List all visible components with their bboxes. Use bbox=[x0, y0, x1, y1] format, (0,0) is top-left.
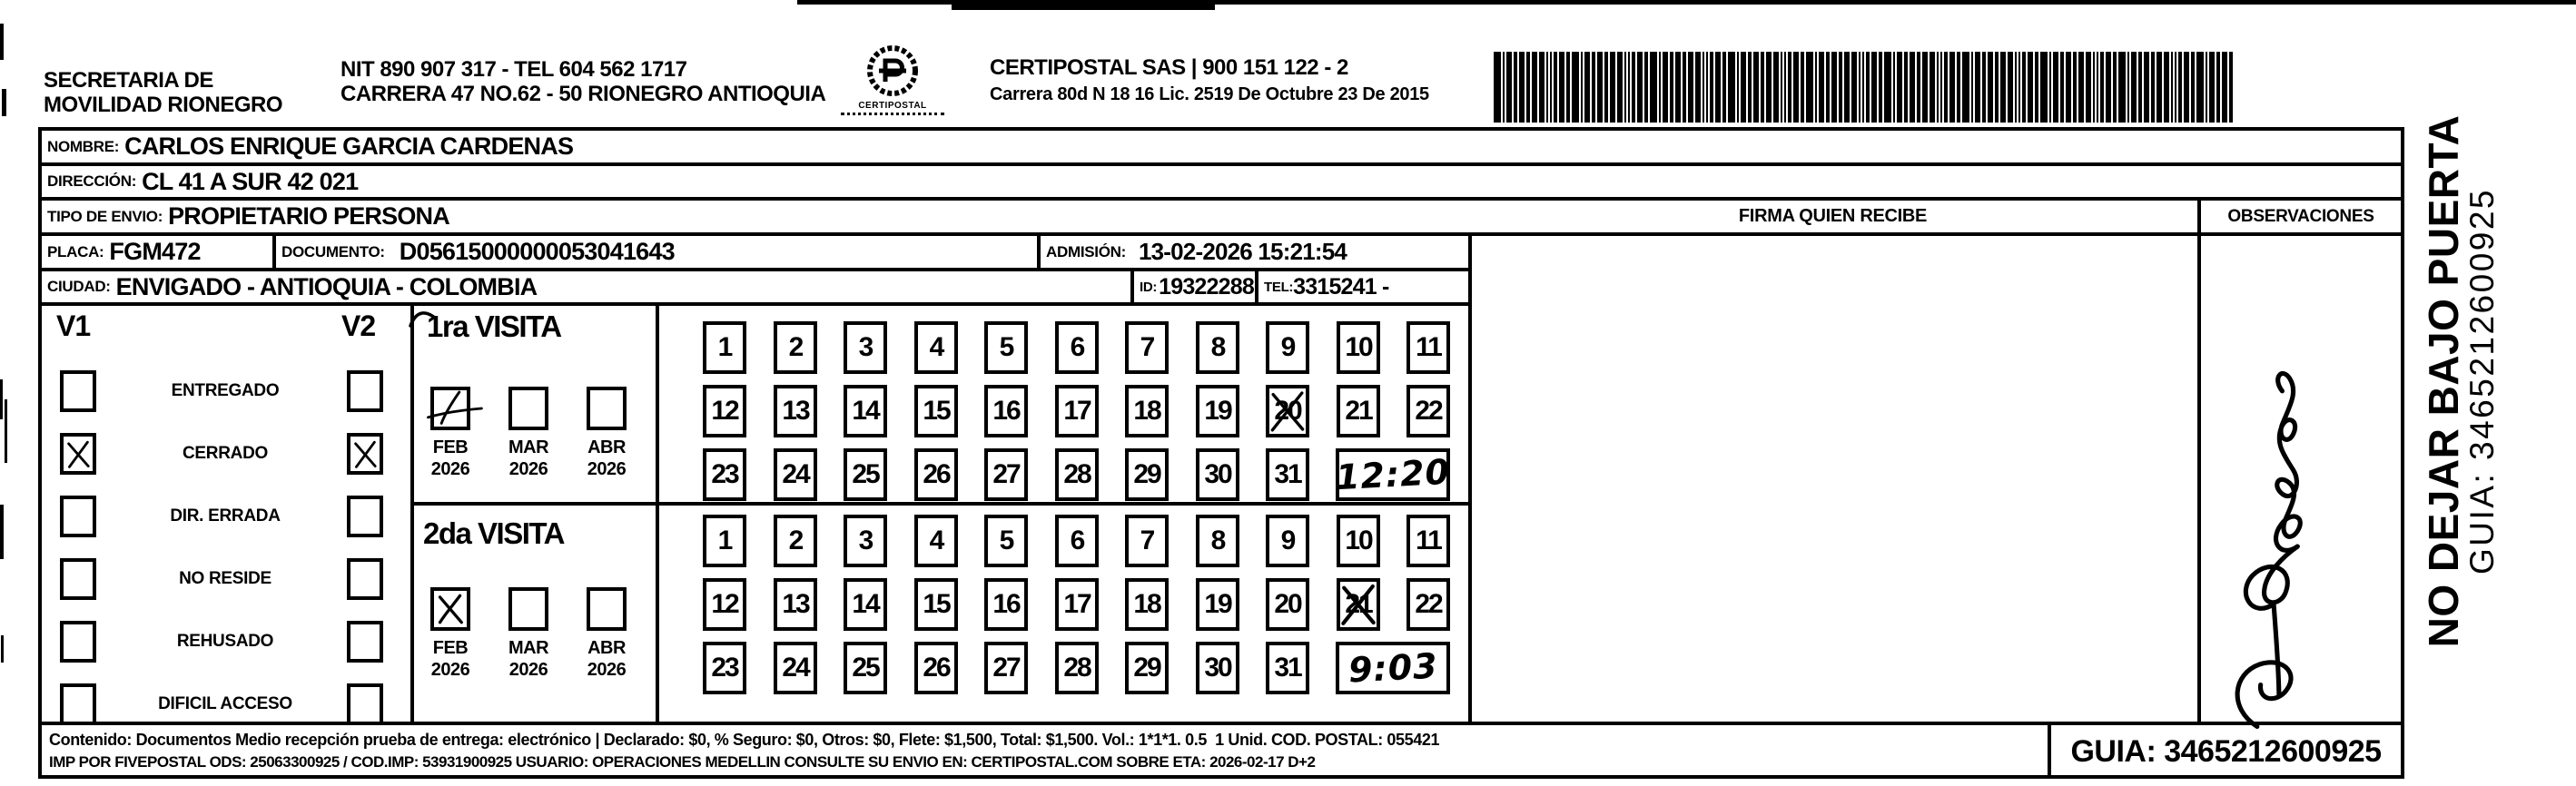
barcode-bar bbox=[1917, 52, 1920, 123]
month-label: ABR bbox=[587, 437, 626, 457]
scan-artifact bbox=[0, 505, 4, 559]
field-documento bbox=[276, 236, 1041, 271]
tel-value: 3315241 - bbox=[1293, 273, 1389, 300]
admision-value: 13-02-2026 15:21:54 bbox=[1138, 238, 1347, 265]
barcode-bar bbox=[1604, 52, 1608, 123]
barcode-bar bbox=[1788, 52, 1791, 123]
barcode-bar bbox=[2131, 52, 2137, 123]
status-label: CERRADO bbox=[183, 444, 268, 463]
barcode-bar bbox=[1844, 52, 1850, 123]
day-cell-21: 21 bbox=[1337, 578, 1380, 631]
field-nombre bbox=[42, 131, 2401, 166]
barcode-bar bbox=[2184, 52, 2189, 123]
company-line1: CERTIPOSTAL SAS | 900 151 122 - 2 bbox=[990, 55, 1348, 80]
barcode-bar bbox=[1550, 52, 1552, 123]
status-checkbox-v1 bbox=[60, 496, 96, 537]
day-cell-27: 27 bbox=[984, 448, 1028, 501]
barcode-bar bbox=[1879, 52, 1882, 123]
barcode-bar bbox=[2028, 52, 2033, 123]
day-cell-26: 26 bbox=[914, 642, 958, 694]
logo-caption: CERTIPOSTAL bbox=[858, 101, 927, 111]
day-cell-18: 18 bbox=[1125, 578, 1169, 631]
day-cell-28: 28 bbox=[1055, 642, 1099, 694]
documento-label: DOCUMENTO: bbox=[281, 242, 385, 260]
barcode-bar bbox=[1839, 52, 1842, 123]
address-line: CARRERA 47 NO.62 - 50 RIONEGRO ANTIOQUIA bbox=[341, 81, 826, 106]
barcode-bar bbox=[1632, 52, 1635, 123]
barcode-bar bbox=[1644, 52, 1648, 123]
content-line: Contenido: Documentos Medio recepción prueba de entrega: electrónico | Declarado: $0, % Seguro: $0, Otros: $0, Flete: $1,500, Total: $1,500. Vol.: 1*1*1. 0.5 1 Unid. COD. POSTAL: 055421 bbox=[49, 731, 1440, 749]
month-label: FEB bbox=[432, 638, 469, 658]
barcode-bar bbox=[2000, 52, 2006, 123]
day-cell-31: 31 bbox=[1266, 448, 1309, 501]
barcode-bar bbox=[1862, 52, 1864, 123]
id-label: ID: bbox=[1140, 279, 1158, 295]
day-cell-29: 29 bbox=[1125, 448, 1169, 501]
scan-artifact-top-line bbox=[952, 0, 1215, 10]
status-checkbox-v1 bbox=[60, 621, 96, 663]
barcode-bar bbox=[2053, 52, 2058, 123]
barcode-bar bbox=[2209, 52, 2215, 123]
day-cell-23: 23 bbox=[703, 642, 746, 694]
year-label: 2026 bbox=[587, 660, 627, 680]
barcode-bar bbox=[1628, 52, 1630, 123]
certipostal-logo-icon bbox=[863, 44, 923, 100]
field-ciudad bbox=[42, 271, 1134, 306]
month-label: FEB bbox=[432, 437, 469, 457]
barcode-bar bbox=[1526, 52, 1530, 123]
barcode-bar bbox=[1995, 52, 1999, 123]
barcode-bar bbox=[2191, 52, 2195, 123]
barcode-bar bbox=[1904, 52, 1908, 123]
barcode-bar bbox=[2066, 52, 2071, 123]
barcode-bar bbox=[1581, 52, 1583, 123]
scan-artifact bbox=[1, 635, 4, 663]
day-cell-11: 11 bbox=[1406, 321, 1450, 374]
barcode-bar bbox=[1710, 52, 1713, 123]
barcode-bar bbox=[1937, 52, 1939, 123]
day-cell-16: 16 bbox=[984, 578, 1028, 631]
handwritten-x-mark bbox=[350, 437, 380, 471]
day-cell-3: 3 bbox=[844, 321, 887, 374]
observaciones-header: OBSERVACIONES bbox=[2197, 201, 2401, 236]
barcode-bar bbox=[1871, 52, 1877, 123]
barcode-bar bbox=[1584, 52, 1590, 123]
month-label: MAR bbox=[508, 638, 549, 658]
day-cell-15: 15 bbox=[914, 578, 958, 631]
barcode-bar bbox=[1737, 52, 1739, 123]
barcode-bar bbox=[1715, 52, 1721, 123]
day-cell-21: 21 bbox=[1337, 385, 1380, 437]
barcode-bar bbox=[1962, 52, 1969, 123]
barcode-bar bbox=[1957, 52, 1960, 123]
direccion-value: CL 41 A SUR 42 021 bbox=[142, 167, 359, 195]
barcode-bar bbox=[1703, 52, 1704, 123]
day-cell-24: 24 bbox=[774, 642, 817, 694]
day-cell-12: 12 bbox=[703, 385, 746, 437]
scan-artifact bbox=[5, 399, 7, 463]
day-cell-10: 10 bbox=[1337, 515, 1380, 567]
nombre-value: CARLOS ENRIQUE GARCIA CARDENAS bbox=[124, 133, 574, 160]
barcode-bar bbox=[1683, 52, 1686, 123]
tipo-envio-value: PROPIETARIO PERSONA bbox=[168, 202, 449, 230]
barcode-bar bbox=[1988, 52, 1993, 123]
barcode-bar bbox=[2157, 52, 2162, 123]
ciudad-value: ENVIGADO - ANTIOQUIA - COLOMBIA bbox=[115, 272, 538, 300]
direccion-label: DIRECCIÓN: bbox=[47, 172, 137, 190]
barcode-bar bbox=[2216, 52, 2220, 123]
barcode-bar bbox=[1784, 52, 1786, 123]
day-cell-1: 1 bbox=[703, 515, 746, 567]
day-cell-2: 2 bbox=[774, 321, 817, 374]
day-cell-3: 3 bbox=[844, 515, 887, 567]
barcode-bar bbox=[2035, 52, 2038, 123]
barcode-bar bbox=[1670, 52, 1673, 123]
barcode-bar bbox=[2164, 52, 2169, 123]
barcode-bar bbox=[1514, 52, 1517, 123]
month-checkbox-mar bbox=[508, 387, 548, 430]
day-cell-8: 8 bbox=[1196, 321, 1239, 374]
day-cell-18: 18 bbox=[1125, 385, 1169, 437]
status-checkbox-v1 bbox=[60, 370, 96, 412]
placa-value: FGM472 bbox=[109, 238, 201, 265]
sender-line2: MOVILIDAD RIONEGRO bbox=[44, 92, 283, 117]
month-label: ABR bbox=[587, 638, 626, 658]
day-cell-12: 12 bbox=[703, 578, 746, 631]
day-cell-15: 15 bbox=[914, 385, 958, 437]
barcode-bar bbox=[2196, 52, 2204, 123]
logo-underline bbox=[841, 113, 944, 115]
footer-fineprint bbox=[42, 725, 2048, 779]
firma-area bbox=[1468, 236, 2197, 722]
field-placa bbox=[42, 236, 276, 271]
barcode-bar bbox=[2097, 52, 2098, 123]
day-cell-27: 27 bbox=[984, 642, 1028, 694]
visit-divider-line bbox=[414, 502, 1468, 506]
barcode-bar bbox=[1801, 52, 1804, 123]
day-cell-31: 31 bbox=[1266, 642, 1309, 694]
status-checkbox-v2 bbox=[347, 621, 383, 663]
side-rotated-text bbox=[2422, 82, 2540, 681]
barcode-bar bbox=[1706, 52, 1708, 123]
barcode-bar bbox=[1975, 52, 1980, 123]
visit2-title: 2da VISITA bbox=[423, 516, 564, 550]
barcode-bar bbox=[2178, 52, 2182, 123]
barcode-bar bbox=[2073, 52, 2077, 123]
barcode-bar bbox=[1826, 52, 1830, 123]
status-label: NO RESIDE bbox=[179, 569, 271, 588]
day-cell-9: 9 bbox=[1266, 321, 1309, 374]
barcode-bar bbox=[1695, 52, 1701, 123]
status-checkbox-v1 bbox=[60, 558, 96, 600]
id-value: 19322288 bbox=[1159, 273, 1254, 300]
day-cell-5: 5 bbox=[984, 321, 1028, 374]
barcode-bar bbox=[1893, 52, 1895, 123]
shipment-barcode bbox=[1494, 52, 2238, 123]
scan-artifact bbox=[2, 89, 6, 116]
sender-line1: SECRETARIA DE bbox=[44, 68, 213, 93]
barcode-bar bbox=[2106, 52, 2111, 123]
year-label: 2026 bbox=[430, 660, 470, 680]
barcode-bar bbox=[2144, 52, 2149, 123]
barcode-bar bbox=[1572, 52, 1579, 123]
admision-label: ADMISIÓN: bbox=[1046, 242, 1126, 260]
month-checkbox-abr bbox=[587, 587, 627, 631]
barcode-bar bbox=[1815, 52, 1817, 123]
barcode-bar bbox=[1566, 52, 1570, 123]
barcode-bar bbox=[2222, 52, 2227, 123]
barcode-bar bbox=[1982, 52, 1986, 123]
handwritten-x-mark bbox=[1340, 582, 1377, 627]
nombre-label: NOMBRE: bbox=[47, 137, 120, 155]
no-dejar-bajo-puerta-text: NO DEJAR BAJO PUERTA bbox=[2420, 114, 2467, 648]
status-checkbox-v2 bbox=[347, 433, 383, 475]
barcode-bar bbox=[1851, 52, 1857, 123]
barcode-bar bbox=[1766, 52, 1772, 123]
day-cell-30: 30 bbox=[1196, 448, 1239, 501]
day-cell-29: 29 bbox=[1125, 642, 1169, 694]
ciudad-label: CIUDAD: bbox=[47, 278, 111, 295]
barcode-bar bbox=[2022, 52, 2026, 123]
day-cell-25: 25 bbox=[844, 642, 887, 694]
month-checkbox-feb bbox=[430, 387, 470, 430]
year-label: 2026 bbox=[508, 459, 548, 479]
barcode-bar bbox=[1663, 52, 1668, 123]
time-written: 12:20 bbox=[1334, 451, 1452, 498]
month-checkbox-mar bbox=[508, 587, 548, 631]
barcode-bar bbox=[1650, 52, 1657, 123]
barcode-bar bbox=[2018, 52, 2020, 123]
day-cell-13: 13 bbox=[774, 385, 817, 437]
day-cell-20: 20 bbox=[1266, 385, 1309, 437]
barcode-bar bbox=[2113, 52, 2117, 123]
day-cell-11: 11 bbox=[1406, 515, 1450, 567]
barcode-bar bbox=[1637, 52, 1643, 123]
day-cell-17: 17 bbox=[1055, 385, 1099, 437]
barcode-bar bbox=[1773, 52, 1779, 123]
barcode-bar bbox=[1494, 52, 1501, 123]
day-cell-23: 23 bbox=[703, 448, 746, 501]
side-guia-number: GUIA: 3465212600925 bbox=[2463, 187, 2502, 575]
barcode-bar bbox=[1554, 52, 1557, 123]
field-direccion bbox=[42, 166, 2401, 201]
status-checkbox-v2 bbox=[347, 370, 383, 412]
barcode-bar bbox=[2049, 52, 2051, 123]
field-admision bbox=[1041, 236, 1468, 271]
day-cell-2: 2 bbox=[774, 515, 817, 567]
barcode-bar bbox=[1597, 52, 1603, 123]
barcode-bar bbox=[1617, 52, 1623, 123]
barcode-bar bbox=[1944, 52, 1948, 123]
tipo-envio-label: TIPO DE ENVIO: bbox=[47, 207, 163, 225]
field-id bbox=[1134, 271, 1258, 306]
visit1-title: 1ra VISITA bbox=[427, 309, 561, 343]
barcode-bar bbox=[1910, 52, 1915, 123]
barcode-bar bbox=[2086, 52, 2091, 123]
day-cell-19: 19 bbox=[1196, 578, 1239, 631]
barcode-bar bbox=[1592, 52, 1595, 123]
company-line2: Carrera 80d N 18 16 Lic. 2519 De Octubre 23 De 2015 bbox=[990, 84, 1429, 104]
barcode-bar bbox=[1532, 52, 1537, 123]
barcode-bar bbox=[2118, 52, 2126, 123]
barcode-bar bbox=[1971, 52, 1973, 123]
day-cell-25: 25 bbox=[844, 448, 887, 501]
day-cell-30: 30 bbox=[1196, 642, 1239, 694]
day-cell-1: 1 bbox=[703, 321, 746, 374]
day-cell-13: 13 bbox=[774, 578, 817, 631]
firma-quien-recibe-header: FIRMA QUIEN RECIBE bbox=[1468, 201, 2197, 236]
v1-column-header: V1 bbox=[56, 309, 91, 342]
day-cell-10: 10 bbox=[1337, 321, 1380, 374]
day-cell-14: 14 bbox=[844, 578, 887, 631]
barcode-bar bbox=[1741, 52, 1746, 123]
barcode-bar bbox=[1781, 52, 1782, 123]
day-cell-22: 22 bbox=[1406, 385, 1450, 437]
day-cell-22: 22 bbox=[1406, 578, 1450, 631]
status-label: REHUSADO bbox=[176, 632, 274, 651]
status-label: DIR. ERRADA bbox=[170, 506, 281, 526]
day-cell-7: 7 bbox=[1125, 321, 1169, 374]
day-cell-4: 4 bbox=[914, 321, 958, 374]
status-checkbox-v1 bbox=[60, 683, 96, 725]
year-label: 2026 bbox=[430, 459, 470, 479]
barcode-bar bbox=[1806, 52, 1813, 123]
company-block bbox=[990, 56, 1429, 104]
month-checkbox-feb bbox=[430, 587, 470, 631]
documento-value: D05615000000053041643 bbox=[399, 238, 675, 265]
barcode-bar bbox=[2100, 52, 2104, 123]
nit-block bbox=[341, 58, 825, 107]
barcode-bar bbox=[1897, 52, 1902, 123]
day-cell-4: 4 bbox=[914, 515, 958, 567]
barcode-bar bbox=[1940, 52, 1942, 123]
barcode-bar bbox=[2171, 52, 2173, 123]
barcode-bar bbox=[1922, 52, 1928, 123]
recipient-signature bbox=[2176, 326, 2357, 725]
barcode-bar bbox=[2060, 52, 2064, 123]
status-checkbox-v2 bbox=[347, 558, 383, 600]
day-cell-24: 24 bbox=[774, 448, 817, 501]
handwritten-x-mark bbox=[434, 591, 467, 627]
status-checkbox-v2 bbox=[347, 496, 383, 537]
field-tel bbox=[1258, 271, 1468, 306]
year-label: 2026 bbox=[587, 459, 627, 479]
tel-label: TEL: bbox=[1264, 279, 1294, 295]
barcode-bar bbox=[1793, 52, 1799, 123]
barcode-bar bbox=[2040, 52, 2048, 123]
day-cell-17: 17 bbox=[1055, 578, 1099, 631]
status-checkbox-v2 bbox=[347, 683, 383, 725]
barcode-bar bbox=[1753, 52, 1759, 123]
barcode-bar bbox=[2229, 52, 2233, 123]
barcode-bar bbox=[1949, 52, 1955, 123]
form-table bbox=[38, 127, 2404, 779]
imp-line: IMP POR FIVEPOSTAL ODS: 25063300925 / COD.IMP: 53931900925 USUARIO: OPERACIONES MEDELLIN CONSULTE SU ENVIO EN: CERTIPOSTAL.COM SOBRE ETA: 2026-02-17 D+2 bbox=[49, 752, 1316, 771]
barcode-bar bbox=[1930, 52, 1935, 123]
status-checkbox-v1 bbox=[60, 433, 96, 475]
placa-label: PLACA: bbox=[47, 242, 104, 260]
barcode-bar bbox=[1675, 52, 1681, 123]
day-cell-6: 6 bbox=[1055, 321, 1099, 374]
barcode-bar bbox=[1748, 52, 1752, 123]
day-cell-7: 7 bbox=[1125, 515, 1169, 567]
status-label: DIFICIL ACCESO bbox=[158, 694, 292, 713]
barcode-bar bbox=[2015, 52, 2017, 123]
barcode-bar bbox=[1819, 52, 1824, 123]
barcode-bar bbox=[1866, 52, 1870, 123]
time-written-box bbox=[1336, 642, 1450, 694]
v2-column-header: V2 bbox=[341, 309, 376, 342]
day-cell-5: 5 bbox=[984, 515, 1028, 567]
barcode-bar bbox=[1659, 52, 1661, 123]
sender-block bbox=[44, 69, 282, 118]
certipostal-logo bbox=[834, 44, 952, 115]
guia-number-box: GUIA: 3465212600925 bbox=[2070, 734, 2382, 769]
barcode-bar bbox=[1728, 52, 1735, 123]
barcode-bar bbox=[1503, 52, 1505, 123]
month-label: MAR bbox=[508, 437, 549, 457]
scan-artifact bbox=[0, 379, 3, 419]
day-cell-9: 9 bbox=[1266, 515, 1309, 567]
barcode-bar bbox=[1624, 52, 1626, 123]
barcode-bar bbox=[1884, 52, 1891, 123]
barcode-bar bbox=[1688, 52, 1693, 123]
handwritten-x-mark bbox=[64, 437, 93, 471]
barcode-bar bbox=[1506, 52, 1512, 123]
handwritten-x-mark bbox=[1269, 388, 1306, 434]
day-cell-26: 26 bbox=[914, 448, 958, 501]
time-written-box bbox=[1336, 448, 1450, 501]
barcode-bar bbox=[1519, 52, 1525, 123]
barcode-bar bbox=[1610, 52, 1615, 123]
barcode-bar bbox=[2078, 52, 2084, 123]
barcode-bar bbox=[1859, 52, 1860, 123]
barcode-bar bbox=[2206, 52, 2207, 123]
day-cell-20: 20 bbox=[1266, 578, 1309, 631]
day-cell-16: 16 bbox=[984, 385, 1028, 437]
day-cell-28: 28 bbox=[1055, 448, 1099, 501]
field-tipo-envio bbox=[42, 201, 1468, 236]
barcode-bar bbox=[2138, 52, 2142, 123]
barcode-bar bbox=[1546, 52, 1548, 123]
barcode-bar bbox=[1539, 52, 1545, 123]
barcode-bar bbox=[2093, 52, 2095, 123]
barcode-bar bbox=[1559, 52, 1564, 123]
handwritten-slash-mark bbox=[434, 390, 467, 427]
barcode-bar bbox=[1722, 52, 1726, 123]
day-cell-6: 6 bbox=[1055, 515, 1099, 567]
status-label: ENTREGADO bbox=[171, 381, 280, 400]
month-checkbox-abr bbox=[587, 387, 627, 430]
time-written: 9:03 bbox=[1347, 645, 1439, 691]
day-cell-8: 8 bbox=[1196, 515, 1239, 567]
day-cell-14: 14 bbox=[844, 385, 887, 437]
barcode-bar bbox=[1761, 52, 1764, 123]
nit-line: NIT 890 907 317 - TEL 604 562 1717 bbox=[341, 57, 687, 82]
barcode-bar bbox=[2175, 52, 2176, 123]
barcode-bar bbox=[2008, 52, 2013, 123]
day-cell-19: 19 bbox=[1196, 385, 1239, 437]
barcode-bar bbox=[1831, 52, 1837, 123]
year-label: 2026 bbox=[508, 660, 548, 680]
barcode-bar bbox=[2127, 52, 2129, 123]
scan-artifact bbox=[0, 24, 4, 60]
barcode-bar bbox=[2151, 52, 2155, 123]
